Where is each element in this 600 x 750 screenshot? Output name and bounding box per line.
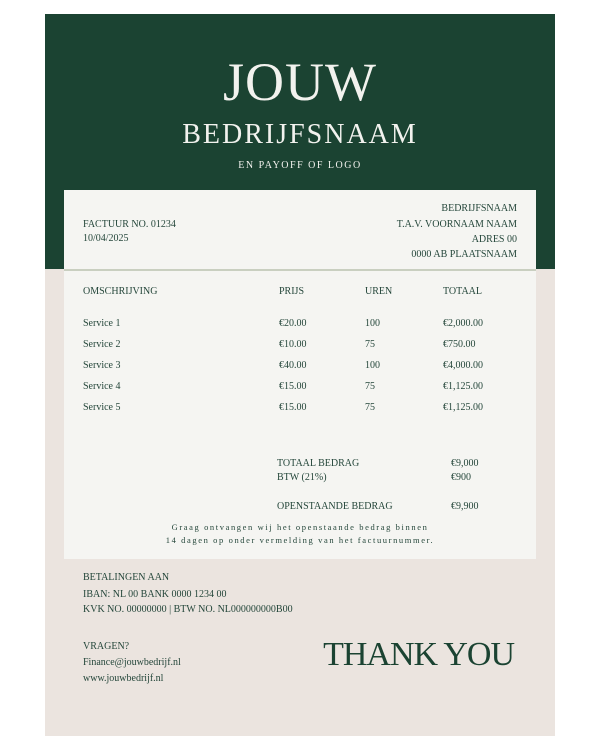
company-title-line1: JOUW (223, 52, 377, 112)
table-cell-hours: 100 (365, 360, 380, 371)
payment-iban: IBAN: NL 00 BANK 0000 1234 00 (83, 589, 227, 600)
table-cell-total: €1,125.00 (443, 381, 483, 392)
vat-label: BTW (21%) (277, 472, 327, 483)
payment-heading: BETALINGEN AAN (83, 572, 170, 583)
contact-email[interactable]: Finance@jouwbedrijf.nl (83, 657, 181, 668)
table-cell-hours: 75 (365, 381, 375, 392)
table-header-hours: UREN (365, 286, 393, 297)
table-header-price: PRIJS (279, 286, 305, 297)
table-cell-price: €10.00 (279, 339, 307, 350)
table-cell-description: Service 4 (83, 381, 121, 392)
table-cell-price: €20.00 (279, 318, 307, 329)
table-cell-description: Service 1 (83, 318, 121, 329)
recipient-company: BEDRIJFSNAAM (441, 203, 517, 214)
table-cell-hours: 100 (365, 318, 380, 329)
outstanding-label: OPENSTAANDE BEDRAG (277, 501, 393, 512)
table-cell-total: €750.00 (443, 339, 476, 350)
table-cell-hours: 75 (365, 402, 375, 413)
table-header-total: TOTAAL (443, 286, 483, 297)
recipient-attention: T.A.V. VOORNAAM NAAM (396, 219, 517, 230)
table-cell-total: €1,125.00 (443, 402, 483, 413)
vat-value: €900 (451, 472, 471, 483)
invoice-number: FACTUUR NO. 01234 (83, 219, 176, 230)
payment-kvk-btw: KVK NO. 00000000 | BTW NO. NL000000000B00 (83, 604, 293, 615)
table-cell-hours: 75 (365, 339, 375, 350)
table-cell-description: Service 2 (83, 339, 121, 350)
table-cell-total: €2,000.00 (443, 318, 483, 329)
contact-heading: VRAGEN? (83, 641, 130, 652)
table-cell-price: €40.00 (279, 360, 307, 371)
company-title-line2: BEDRIJFSNAAM (182, 119, 418, 150)
payment-notice-line2: 14 dagen op onder vermelding van het factuurnummer. (165, 535, 435, 545)
total-amount-label: TOTAAL BEDRAG (277, 458, 360, 469)
recipient-address: ADRES 00 (471, 234, 517, 245)
table-cell-price: €15.00 (279, 381, 307, 392)
outstanding-value: €9,900 (451, 501, 479, 512)
table-cell-total: €4,000.00 (443, 360, 483, 371)
total-amount-value: €9,000 (451, 458, 479, 469)
table-header-description: OMSCHRIJVING (83, 286, 158, 297)
thank-you-heading: THANK YOU (323, 636, 514, 673)
table-cell-description: Service 5 (83, 402, 121, 413)
contact-website[interactable]: www.jouwbedrijf.nl (83, 673, 164, 684)
table-cell-price: €15.00 (279, 402, 307, 413)
header-divider (64, 269, 536, 271)
company-payoff: EN PAYOFF OF LOGO (238, 160, 362, 171)
recipient-postcode-city: 0000 AB PLAATSNAAM (411, 249, 517, 260)
payment-notice-line1: Graag ontvangen wij het openstaande bedrag binnen (171, 522, 429, 532)
invoice-date: 10/04/2025 (83, 233, 129, 244)
invoice-card (64, 190, 536, 559)
table-cell-description: Service 3 (83, 360, 121, 371)
invoice-sheet (45, 14, 555, 736)
